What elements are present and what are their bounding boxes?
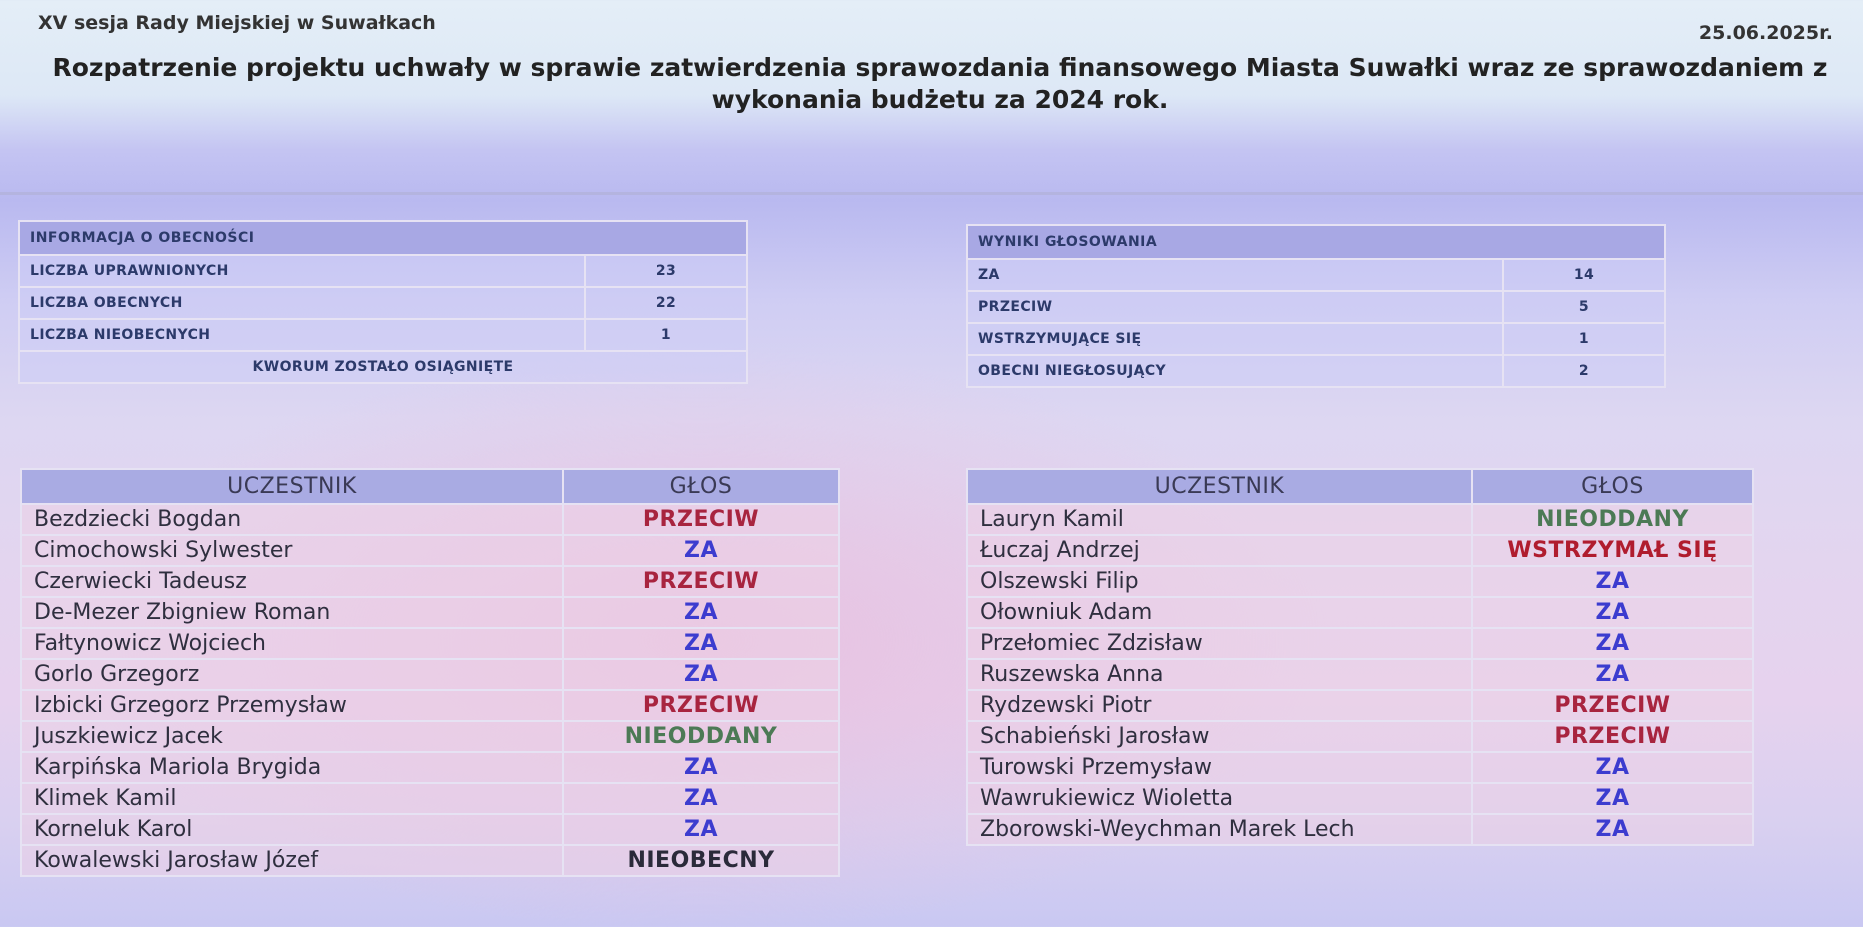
- vote-value: ZA: [563, 659, 839, 690]
- participant-name: Ruszewska Anna: [967, 659, 1472, 690]
- attendance-label: LICZBA OBECNYCH: [19, 287, 585, 319]
- vote-row: [21, 814, 839, 845]
- participant-name: Lauryn Kamil: [967, 504, 1472, 535]
- attendance-table: [18, 220, 748, 384]
- results-row: [967, 323, 1665, 355]
- vote-value: ZA: [563, 752, 839, 783]
- participant-name: Wawrukiewicz Wioletta: [967, 783, 1472, 814]
- vote-value: ZA: [563, 535, 839, 566]
- vote-row: [21, 628, 839, 659]
- vote-value: PRZECIW: [1472, 721, 1753, 752]
- resolution-title-line-1: Rozpatrzenie projektu uchwały w sprawie zatwierdzenia sprawozdania finansowego Miasta Suwałki wraz ze sprawozdaniem z: [52, 53, 1828, 82]
- vote-value: NIEODDANY: [563, 721, 839, 752]
- vote-value: ZA: [563, 628, 839, 659]
- attendance-row: [19, 287, 747, 319]
- vote-value: ZA: [1472, 628, 1753, 659]
- attendance-row: [19, 255, 747, 287]
- vote-column-header: GŁOS: [563, 469, 839, 504]
- participant-name: Klimek Kamil: [21, 783, 563, 814]
- vote-value: PRZECIW: [563, 504, 839, 535]
- vote-value: ZA: [1472, 752, 1753, 783]
- vote-value: ZA: [563, 597, 839, 628]
- vote-row: [967, 783, 1753, 814]
- participant-name: Łuczaj Andrzej: [967, 535, 1472, 566]
- participant-name: De-Mezer Zbigniew Roman: [21, 597, 563, 628]
- participant-name: Turowski Przemysław: [967, 752, 1472, 783]
- results-row: [967, 259, 1665, 291]
- participant-name: Kowalewski Jarosław Józef: [21, 845, 563, 876]
- vote-row: [967, 504, 1753, 535]
- vote-value: ZA: [1472, 814, 1753, 845]
- attendance-value: 1: [585, 319, 747, 351]
- results-value: 5: [1503, 291, 1665, 323]
- vote-value: WSTRZYMAŁ SIĘ: [1472, 535, 1753, 566]
- vote-row: [967, 597, 1753, 628]
- vote-value: ZA: [563, 814, 839, 845]
- vote-row: [21, 721, 839, 752]
- votes-table-right: [966, 468, 1754, 846]
- participant-name: Przełomiec Zdzisław: [967, 628, 1472, 659]
- vote-row: [967, 752, 1753, 783]
- vote-value: ZA: [1472, 566, 1753, 597]
- vote-row: [21, 690, 839, 721]
- vote-row: [21, 659, 839, 690]
- resolution-title-line-2: wykonania budżetu za 2024 rok.: [711, 85, 1169, 114]
- session-title: XV sesja Rady Miejskiej w Suwałkach: [38, 12, 436, 34]
- vote-value: ZA: [1472, 783, 1753, 814]
- attendance-label: LICZBA NIEOBECNYCH: [19, 319, 585, 351]
- results-label: ZA: [967, 259, 1503, 291]
- vote-row: [21, 535, 839, 566]
- participant-name: Juszkiewicz Jacek: [21, 721, 563, 752]
- resolution-title: [0, 52, 1863, 116]
- participant-name: Schabieński Jarosław: [967, 721, 1472, 752]
- attendance-value: 22: [585, 287, 747, 319]
- vote-value: PRZECIW: [563, 566, 839, 597]
- quorum-status: KWORUM ZOSTAŁO OSIĄGNIĘTE: [19, 351, 747, 383]
- results-label: PRZECIW: [967, 291, 1503, 323]
- vote-row: [21, 752, 839, 783]
- vote-row: [967, 814, 1753, 845]
- participant-name: Bezdziecki Bogdan: [21, 504, 563, 535]
- votes-table-left: [20, 468, 840, 877]
- session-date: 25.06.2025r.: [1698, 22, 1833, 44]
- participant-name: Czerwiecki Tadeusz: [21, 566, 563, 597]
- participant-name: Korneluk Karol: [21, 814, 563, 845]
- vote-row: [967, 659, 1753, 690]
- vote-row: [21, 566, 839, 597]
- participant-name: Zborowski-Weychman Marek Lech: [967, 814, 1472, 845]
- vote-value: PRZECIW: [563, 690, 839, 721]
- participant-name: Gorlo Grzegorz: [21, 659, 563, 690]
- vote-row: [967, 535, 1753, 566]
- attendance-row: [19, 319, 747, 351]
- participant-name: Karpińska Mariola Brygida: [21, 752, 563, 783]
- vote-row: [21, 504, 839, 535]
- vote-row: [967, 566, 1753, 597]
- participant-name: Cimochowski Sylwester: [21, 535, 563, 566]
- results-value: 2: [1503, 355, 1665, 387]
- vote-row: [21, 597, 839, 628]
- results-label: WSTRZYMUJĄCE SIĘ: [967, 323, 1503, 355]
- results-table: [966, 224, 1666, 388]
- vote-value: PRZECIW: [1472, 690, 1753, 721]
- header-divider: [0, 192, 1863, 195]
- attendance-heading: INFORMACJA O OBECNOŚCI: [19, 221, 747, 255]
- participant-name: Rydzewski Piotr: [967, 690, 1472, 721]
- vote-row: [21, 845, 839, 876]
- vote-value: NIEODDANY: [1472, 504, 1753, 535]
- participant-name: Olszewski Filip: [967, 566, 1472, 597]
- vote-value: ZA: [1472, 597, 1753, 628]
- vote-value: ZA: [563, 783, 839, 814]
- attendance-value: 23: [585, 255, 747, 287]
- participant-column-header: UCZESTNIK: [21, 469, 563, 504]
- vote-value: ZA: [1472, 659, 1753, 690]
- vote-row: [967, 721, 1753, 752]
- vote-row: [21, 783, 839, 814]
- participant-column-header: UCZESTNIK: [967, 469, 1472, 504]
- vote-row: [967, 690, 1753, 721]
- results-label: OBECNI NIEGŁOSUJĄCY: [967, 355, 1503, 387]
- vote-column-header: GŁOS: [1472, 469, 1753, 504]
- results-value: 1: [1503, 323, 1665, 355]
- participant-name: Fałtynowicz Wojciech: [21, 628, 563, 659]
- results-heading: WYNIKI GŁOSOWANIA: [967, 225, 1665, 259]
- vote-row: [967, 628, 1753, 659]
- vote-value: NIEOBECNY: [563, 845, 839, 876]
- attendance-label: LICZBA UPRAWNIONYCH: [19, 255, 585, 287]
- participant-name: Ołowniuk Adam: [967, 597, 1472, 628]
- participant-name: Izbicki Grzegorz Przemysław: [21, 690, 563, 721]
- results-row: [967, 355, 1665, 387]
- results-value: 14: [1503, 259, 1665, 291]
- results-row: [967, 291, 1665, 323]
